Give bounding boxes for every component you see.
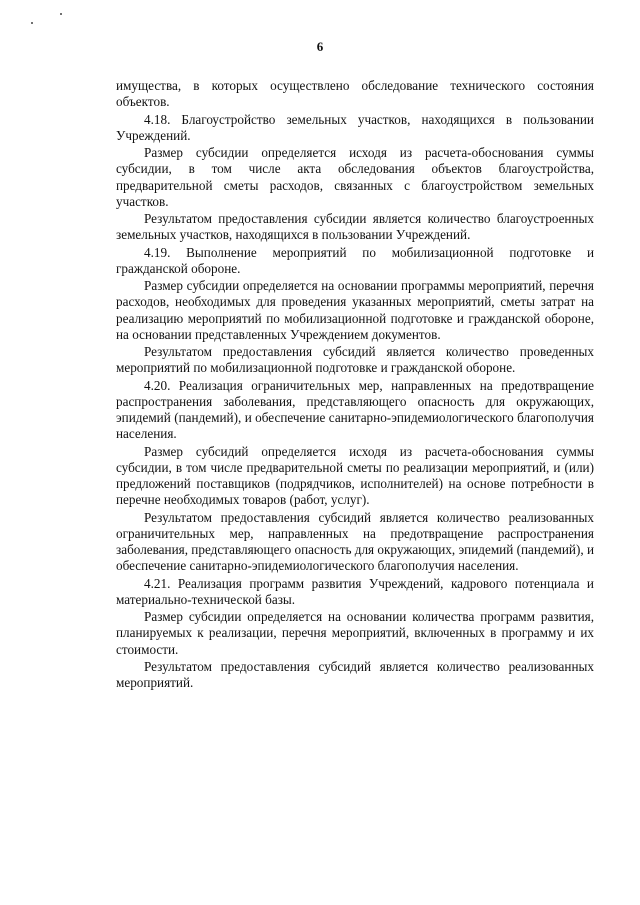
- scan-speck: [60, 13, 62, 15]
- paragraph-item-4-18-heading: 4.18. Благоустройство земельных участков, находящихся в пользовании Учреждений.: [116, 111, 594, 143]
- paragraph-continuation: имущества, в которых осуществлено обследование технического состояния объектов.: [116, 78, 594, 110]
- paragraph-item-4-21-result: Результатом предоставления субсидий является количество реализованных мероприятий.: [116, 658, 594, 690]
- paragraph-item-4-21-size: Размер субсидии определяется на основании количества программ развития, планируемых к реализации, перечня мероприятий, включенных в программу и их стоимости.: [116, 609, 594, 657]
- paragraph-item-4-20-heading: 4.20. Реализация ограничительных мер, направленных на предотвращение распространения заболевания, представляющего опасность для окружающих, эпидемий (пандемий), и обеспечение санитарно-эпидемиологического благополучия населения.: [116, 377, 594, 442]
- paragraph-item-4-21-heading: 4.21. Реализация программ развития Учреждений, кадрового потенциала и материально-технической базы.: [116, 575, 594, 607]
- paragraph-item-4-18-result: Результатом предоставления субсидии является количество благоустроенных земельных участков, находящихся в пользовании Учреждений.: [116, 211, 594, 243]
- document-body: [116, 78, 594, 692]
- scan-speck: [31, 22, 33, 24]
- page-number: 6: [316, 39, 324, 54]
- paragraph-item-4-20-result: Результатом предоставления субсидий является количество реализованных ограничительных мер, направленных на предотвращение распространения заболевания, представляющего опасность для окружающих, эпидемий (пандемий), и обеспечение санитарно-эпидемиологического благополучия населения.: [116, 509, 595, 574]
- paragraph-item-4-19-result: Результатом предоставления субсидий является количество проведенных мероприятий по мобилизационной подготовке и гражданской обороне.: [116, 344, 594, 376]
- paragraph-item-4-19-heading: 4.19. Выполнение мероприятий по мобилизационной подготовке и гражданской обороне.: [116, 244, 594, 276]
- paragraph-item-4-20-size: Размер субсидий определяется исходя из расчета-обоснования суммы субсидии, в том числе предварительной сметы по реализации мероприятий, и (или) предложений поставщиков (подрядчиков, исполнителей) на основе потребности в перечне необходимых товаров (работ, услуг).: [116, 443, 594, 508]
- paragraph-item-4-18-size: Размер субсидии определяется исходя из расчета-обоснования суммы субсидии, в том числе акта обследования объектов благоустройства, предварительной сметы расходов, связанных с благоустройством земельных участков.: [116, 145, 594, 209]
- paragraph-item-4-19-size: Размер субсидии определяется на основании программы мероприятий, перечня расходов, необходимых для проведения указанных мероприятий, сметы затрат на реализацию мероприятий по мобилизационной подготовке и гражданской обороне, на основании представленных Учреждением документов.: [116, 278, 594, 342]
